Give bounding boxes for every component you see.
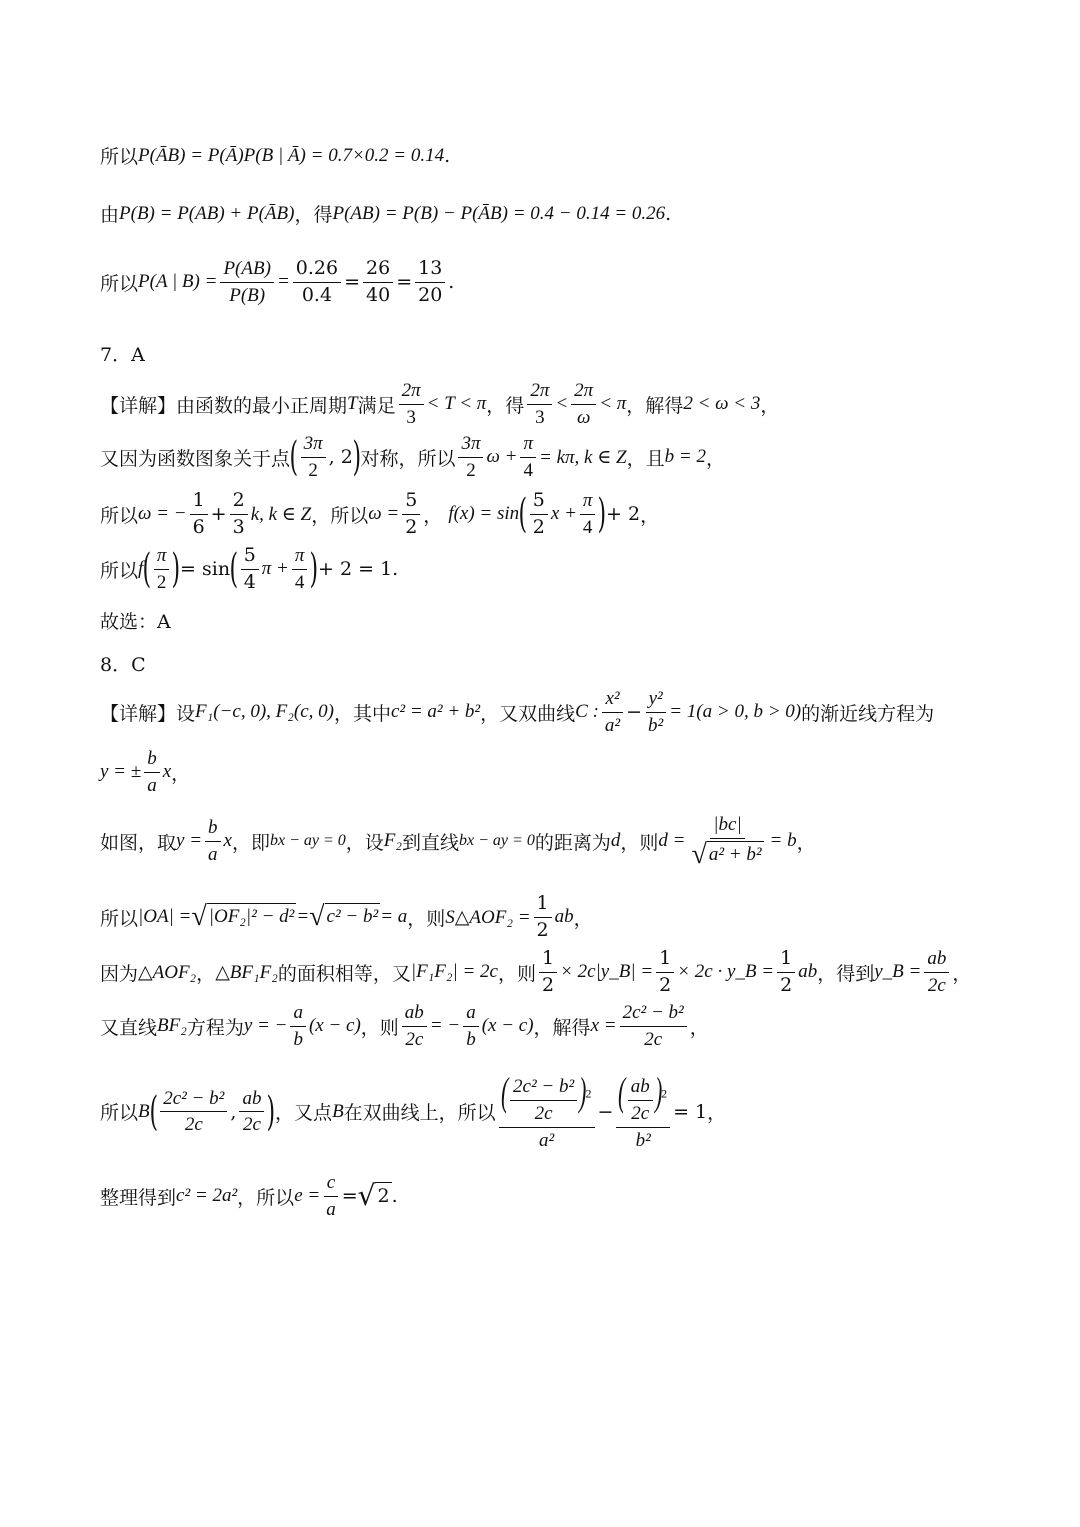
formula: , 2	[328, 446, 353, 469]
denominator: 3	[406, 406, 416, 428]
fraction	[510, 1076, 577, 1125]
formula: (x − c)	[308, 1015, 361, 1037]
solution-line-9	[100, 607, 171, 634]
denominator: 2c	[405, 1028, 424, 1050]
text: ，	[573, 907, 593, 930]
solution-line-11	[100, 688, 934, 737]
denominator: 2c	[184, 1114, 203, 1136]
formula: ω =	[368, 503, 400, 525]
radicand: 2	[375, 1182, 391, 1207]
text: ，又双曲线	[480, 702, 576, 725]
denominator: 3	[535, 406, 545, 428]
formula: 2 < ω < 3	[683, 393, 761, 415]
solution-line-5	[100, 380, 779, 429]
text: .	[391, 1185, 398, 1208]
denominator: 2c	[631, 1103, 650, 1125]
radicand: |OF₂|² − d²	[207, 903, 297, 928]
text: ，其中	[333, 702, 391, 725]
fraction	[402, 490, 420, 539]
formula: P(ĀB) = P(Ā)P(B | Ā) = 0.7×0.2 = 0.14	[138, 144, 445, 166]
numerator: 1	[777, 948, 795, 973]
formula: =	[296, 906, 310, 928]
text: 又因为函数图象关于点	[100, 447, 291, 470]
fraction	[292, 545, 308, 594]
numerator: 1	[656, 948, 674, 973]
solution-line-17: 所以 B ( $\frac{\text{2c² − b²}}{2c}$ , $\frac{ab}{2c}$ ) ，又点 B 在双曲线上，所以 ( $\frac{\text{2c² − b²}}{2c}$ )$^2$ a² − ( $\frac{ab}{2c}$ )$^2$ b² = 1 ，	[100, 1069, 727, 1151]
square-root: √ c² − b²	[309, 901, 379, 933]
text: 如图，取	[100, 831, 177, 854]
denominator: 2	[536, 918, 549, 941]
text: ，所以	[237, 1186, 295, 1209]
text: 满足	[357, 394, 396, 417]
text: ，	[705, 447, 725, 470]
denominator: b²	[635, 1129, 651, 1151]
fraction	[154, 545, 170, 594]
numerator: |bc|	[710, 814, 744, 839]
fraction	[415, 258, 445, 307]
numerator: x²	[602, 688, 622, 713]
text: 所以	[100, 272, 139, 295]
solution-line-14	[100, 893, 593, 942]
fraction	[301, 433, 326, 482]
square-root: √ |OF₂|² − d²	[191, 901, 295, 933]
fraction	[323, 1172, 339, 1221]
denominator: 2	[780, 973, 793, 996]
numerator: ab	[924, 948, 949, 973]
text: 所以	[100, 907, 139, 930]
text: 的渐近线方程为	[801, 702, 935, 725]
solution-line-8: 所以 f ( $\frac{\pi}{2}$ ) = sin ( $\frac{5}{4}$ π + $\frac{\pi}{4}$ ) + 2 = 1 .	[100, 544, 399, 593]
compound-fraction	[499, 1069, 595, 1152]
answer-label: 7．A	[100, 344, 145, 366]
formula: = a	[380, 906, 408, 928]
fraction	[363, 258, 393, 307]
text: ，则	[497, 962, 536, 985]
solution-line-16	[100, 1002, 709, 1051]
formula: F₁(−c, 0), F₂(c, 0)	[195, 701, 334, 723]
text: .	[392, 558, 399, 581]
text: .	[444, 144, 451, 167]
formula: b = 2	[664, 446, 706, 468]
text: .	[665, 202, 672, 225]
text: ，且	[626, 447, 665, 470]
numerator: 3π	[301, 433, 326, 458]
fraction	[463, 1002, 479, 1051]
answer-label: 8．C	[100, 654, 146, 676]
fraction	[290, 1002, 306, 1051]
fraction	[399, 380, 424, 429]
formula: ω = −	[138, 503, 187, 525]
numerator: a	[463, 1002, 479, 1027]
formula: |OA| =	[138, 906, 192, 928]
fraction	[527, 380, 552, 429]
question-7-answer	[100, 340, 145, 367]
text: 的面积相等，又	[277, 962, 411, 985]
formula: bx − ay = 0	[459, 832, 535, 850]
fraction	[241, 545, 259, 594]
text: ，所以	[311, 504, 369, 527]
fraction	[656, 948, 674, 997]
formula: = kπ, k ∈ Z	[539, 446, 627, 468]
denominator: 2c	[242, 1114, 261, 1136]
radicand: a² + b²	[707, 841, 764, 866]
text: ，得到	[817, 962, 875, 985]
fraction	[239, 1088, 264, 1137]
numerator: b	[144, 748, 160, 773]
fraction	[205, 817, 221, 866]
numerator: 2π	[399, 380, 424, 405]
formula: c² = a² + b²	[390, 701, 481, 723]
formula: < π	[599, 393, 627, 415]
denominator: 3	[232, 515, 245, 538]
fraction	[230, 490, 248, 539]
text: ，解得	[533, 1016, 591, 1039]
formula: C :	[575, 701, 599, 723]
numerator: 5	[530, 490, 548, 515]
numerator: ( $\frac{ab}{2c}$ )$^2$	[616, 1072, 670, 1128]
numerator: 2c² − b²	[160, 1088, 227, 1113]
fraction	[530, 490, 548, 539]
denominator: 4	[243, 570, 256, 593]
formula: ω +	[486, 446, 518, 468]
numerator: π	[292, 545, 308, 570]
fraction	[777, 948, 795, 997]
fraction	[534, 893, 552, 942]
fraction	[144, 748, 160, 797]
fraction	[602, 688, 623, 737]
denominator: a	[208, 843, 218, 865]
radicand: c² − b²	[325, 903, 381, 928]
text: 所以	[100, 504, 139, 527]
numerator: 0.26	[293, 258, 341, 283]
numerator: 2c² − b²	[510, 1076, 577, 1101]
numerator: b	[205, 817, 221, 842]
formula: P(AB) = P(B) − P(ĀB) = 0.4 − 0.14 = 0.26	[332, 202, 666, 224]
text: 又直线	[100, 1016, 158, 1039]
fraction	[628, 1076, 653, 1125]
numerator: a	[290, 1002, 306, 1027]
denominator: b	[293, 1028, 303, 1050]
denominator: b	[466, 1028, 476, 1050]
solution-line-13	[100, 814, 816, 869]
denominator: 2	[541, 973, 555, 996]
formula: ab	[798, 961, 818, 983]
text: .	[448, 271, 455, 294]
numerator: 5	[241, 545, 259, 570]
formula: y =	[176, 830, 203, 852]
formula: S△AOF₂ =	[445, 906, 531, 928]
formula: c² = 2a²	[176, 1185, 238, 1207]
formula: x	[162, 761, 172, 783]
denominator: a²	[538, 1129, 555, 1151]
denominator: a²	[604, 714, 621, 736]
text: ，即	[231, 831, 270, 854]
denominator: 40	[366, 283, 391, 306]
text: ，则	[620, 831, 659, 854]
text: ，	[171, 762, 191, 785]
text: 整理得到	[100, 1186, 177, 1209]
numerator: 1	[190, 490, 208, 515]
numerator: 26	[363, 258, 393, 283]
numerator: ( $\frac{\text{2c² − b²}}{2c}$ )$^2$	[499, 1072, 595, 1128]
numerator: ab	[402, 1002, 427, 1027]
denominator: 2	[156, 571, 167, 593]
fraction	[924, 948, 949, 997]
formula: π +	[261, 558, 289, 580]
denominator: √ a² + b²	[691, 838, 762, 870]
numerator: ab	[628, 1076, 653, 1101]
denominator: 2	[659, 973, 672, 996]
fraction	[539, 948, 557, 997]
question-8-answer	[100, 650, 146, 677]
denominator: b²	[648, 714, 664, 736]
text: ，解得	[626, 394, 684, 417]
formula: y_B =	[874, 961, 922, 983]
numerator: 2π	[571, 380, 596, 405]
fraction	[620, 1002, 687, 1051]
numerator: 1	[534, 893, 552, 918]
numerator: 5	[402, 490, 420, 515]
solution-line-3: 所以 P(A | B) = $\frac{P(AB)}{P(B)}$ = $\frac{0.26}{0.4}$ = $\frac{26}{40}$ = $\frac{13}{20}$ .	[100, 257, 455, 306]
numerator: 2	[230, 490, 248, 515]
formula: B	[138, 1100, 150, 1122]
numerator: 3π	[458, 433, 483, 458]
formula: e =	[294, 1185, 321, 1207]
detail-tag: 【详解】	[100, 394, 177, 417]
formula: d =	[658, 830, 686, 852]
formula: T	[347, 393, 358, 415]
text: ，	[640, 504, 660, 527]
numerator: 1	[539, 948, 557, 973]
formula: BF₂	[157, 1015, 187, 1037]
denominator: 2	[308, 459, 318, 481]
denominator: 2c	[534, 1103, 553, 1125]
fraction	[520, 433, 536, 482]
denominator: 4	[582, 516, 593, 538]
solution-line-7: 所以 ω = − $\frac{1}{6}$ + $\frac{2}{3}$ k, k ∈ Z ，所以 ω = $\frac{5}{2}$ ， f(x) = sin ( $\frac{5}{2}$ x + $\frac{\pi}{4}$ ) + 2 ，	[100, 489, 660, 538]
detail-tag: 【详解】	[100, 702, 177, 725]
denominator: 4	[523, 459, 533, 481]
formula: d	[610, 830, 621, 852]
fraction	[571, 380, 596, 429]
formula: + 2	[606, 503, 641, 526]
formula: +	[210, 503, 227, 526]
formula: y = −	[243, 1015, 288, 1037]
numerator: π	[520, 433, 536, 458]
denominator: a	[326, 1198, 336, 1220]
solution-line-1	[100, 142, 450, 169]
formula: = 1	[673, 1100, 708, 1123]
numerator: P(AB)	[220, 258, 273, 283]
text: ，得	[294, 204, 333, 226]
formula: x =	[590, 1015, 617, 1037]
solution-line-12	[100, 748, 190, 797]
formula: x	[223, 830, 232, 852]
formula: + 2 = 1	[318, 558, 393, 581]
text: 对称，所以	[360, 447, 456, 470]
denominator: 6	[192, 515, 205, 538]
formula: =	[341, 1185, 358, 1208]
fraction	[190, 490, 208, 539]
text: ，	[952, 962, 972, 985]
fraction	[580, 490, 596, 539]
text: ，设	[345, 831, 384, 854]
fraction	[645, 688, 666, 737]
formula: P(A | B) =	[138, 271, 218, 293]
square-root: √ 2	[357, 1179, 390, 1213]
formula: B	[332, 1100, 344, 1122]
text: ，又点	[275, 1102, 333, 1125]
text: 所以	[100, 1102, 139, 1125]
denominator: 20	[418, 283, 443, 306]
text: 由函数的最小正周期	[176, 394, 348, 417]
formula: P(B) = P(AB) + P(ĀB)	[119, 202, 295, 224]
denominator: 2	[532, 515, 545, 538]
text: 方程为	[186, 1016, 244, 1039]
text: 所以	[100, 146, 139, 168]
formula: y = ±	[100, 761, 142, 783]
formula: = 1(a > 0, b > 0)	[669, 701, 802, 723]
text: ，	[707, 1102, 727, 1125]
formula: F₂	[383, 830, 403, 852]
formula: k, k ∈ Z	[250, 503, 312, 525]
formula: × 2c|y_B| =	[560, 961, 654, 983]
numerator: c	[324, 1172, 338, 1197]
numerator: π	[154, 545, 170, 570]
formula: = sin	[180, 558, 231, 581]
text: 由	[100, 204, 120, 226]
fraction	[160, 1088, 227, 1137]
formula: −	[597, 1100, 614, 1123]
formula: ,	[230, 1100, 237, 1123]
solution-line-2	[100, 200, 671, 227]
denominator: 2c	[927, 974, 946, 996]
text: ，	[423, 504, 443, 527]
denominator: 2	[405, 515, 418, 538]
formula: −	[626, 701, 643, 724]
denominator: a	[147, 774, 157, 796]
text: 故选：A	[100, 611, 171, 633]
solution-line-15	[100, 948, 971, 997]
formula: × 2c · y_B =	[677, 961, 775, 983]
formula: bx − ay = 0	[269, 832, 346, 850]
fraction	[220, 258, 273, 307]
text: 到直线	[402, 831, 460, 854]
fraction	[458, 433, 483, 482]
numerator: 2π	[527, 380, 552, 405]
text: 因为	[100, 962, 139, 985]
formula: △BF₁F₂	[215, 961, 278, 983]
fraction	[688, 814, 766, 869]
formula: = −	[429, 1015, 461, 1037]
denominator: P(B)	[229, 284, 266, 306]
formula: x +	[550, 503, 577, 525]
text: ，	[689, 1016, 709, 1039]
numerator: y²	[646, 688, 666, 713]
formula: = b	[769, 830, 797, 852]
fraction	[293, 258, 341, 307]
text: ，则	[360, 1016, 399, 1039]
text: ，	[760, 394, 780, 417]
formula: ab	[554, 906, 574, 928]
compound-fraction	[616, 1069, 670, 1152]
formula: <	[555, 393, 569, 415]
text: 所以	[100, 559, 139, 582]
numerator: π	[580, 490, 596, 515]
denominator: 0.4	[301, 283, 333, 306]
text: ，得	[486, 394, 525, 417]
text: 的距离为	[534, 831, 611, 854]
text: ，	[796, 831, 816, 854]
text: 在双曲线上，所以	[343, 1102, 496, 1125]
formula: f	[138, 558, 144, 580]
formula: △AOF₂	[138, 961, 197, 983]
solution-line-18	[100, 1172, 398, 1221]
solution-line-6: 又因为函数图象关于点 ( $\frac{3\pi}{2}$ , 2 ) 对称，所以 $\frac{3\pi}{2}$ ω + $\frac{\pi}{4}$ = kπ, k ∈ Z ，且 b = 2 ，	[100, 433, 725, 481]
denominator: 4	[294, 571, 305, 593]
numerator: 2c² − b²	[620, 1002, 687, 1027]
denominator: 2c	[644, 1028, 663, 1050]
fraction	[402, 1002, 427, 1051]
denominator: ω	[576, 406, 591, 428]
numerator: 13	[415, 258, 445, 283]
formula: |F₁F₂| = 2c	[410, 961, 498, 983]
numerator: ab	[239, 1088, 264, 1113]
denominator: 2	[466, 459, 476, 481]
text: 设	[176, 702, 196, 725]
text: ，则	[407, 907, 446, 930]
formula: f(x) = sin	[448, 503, 520, 525]
text: ，	[196, 962, 216, 985]
formula: < T < π	[426, 393, 487, 415]
formula: (x − c)	[481, 1015, 534, 1037]
